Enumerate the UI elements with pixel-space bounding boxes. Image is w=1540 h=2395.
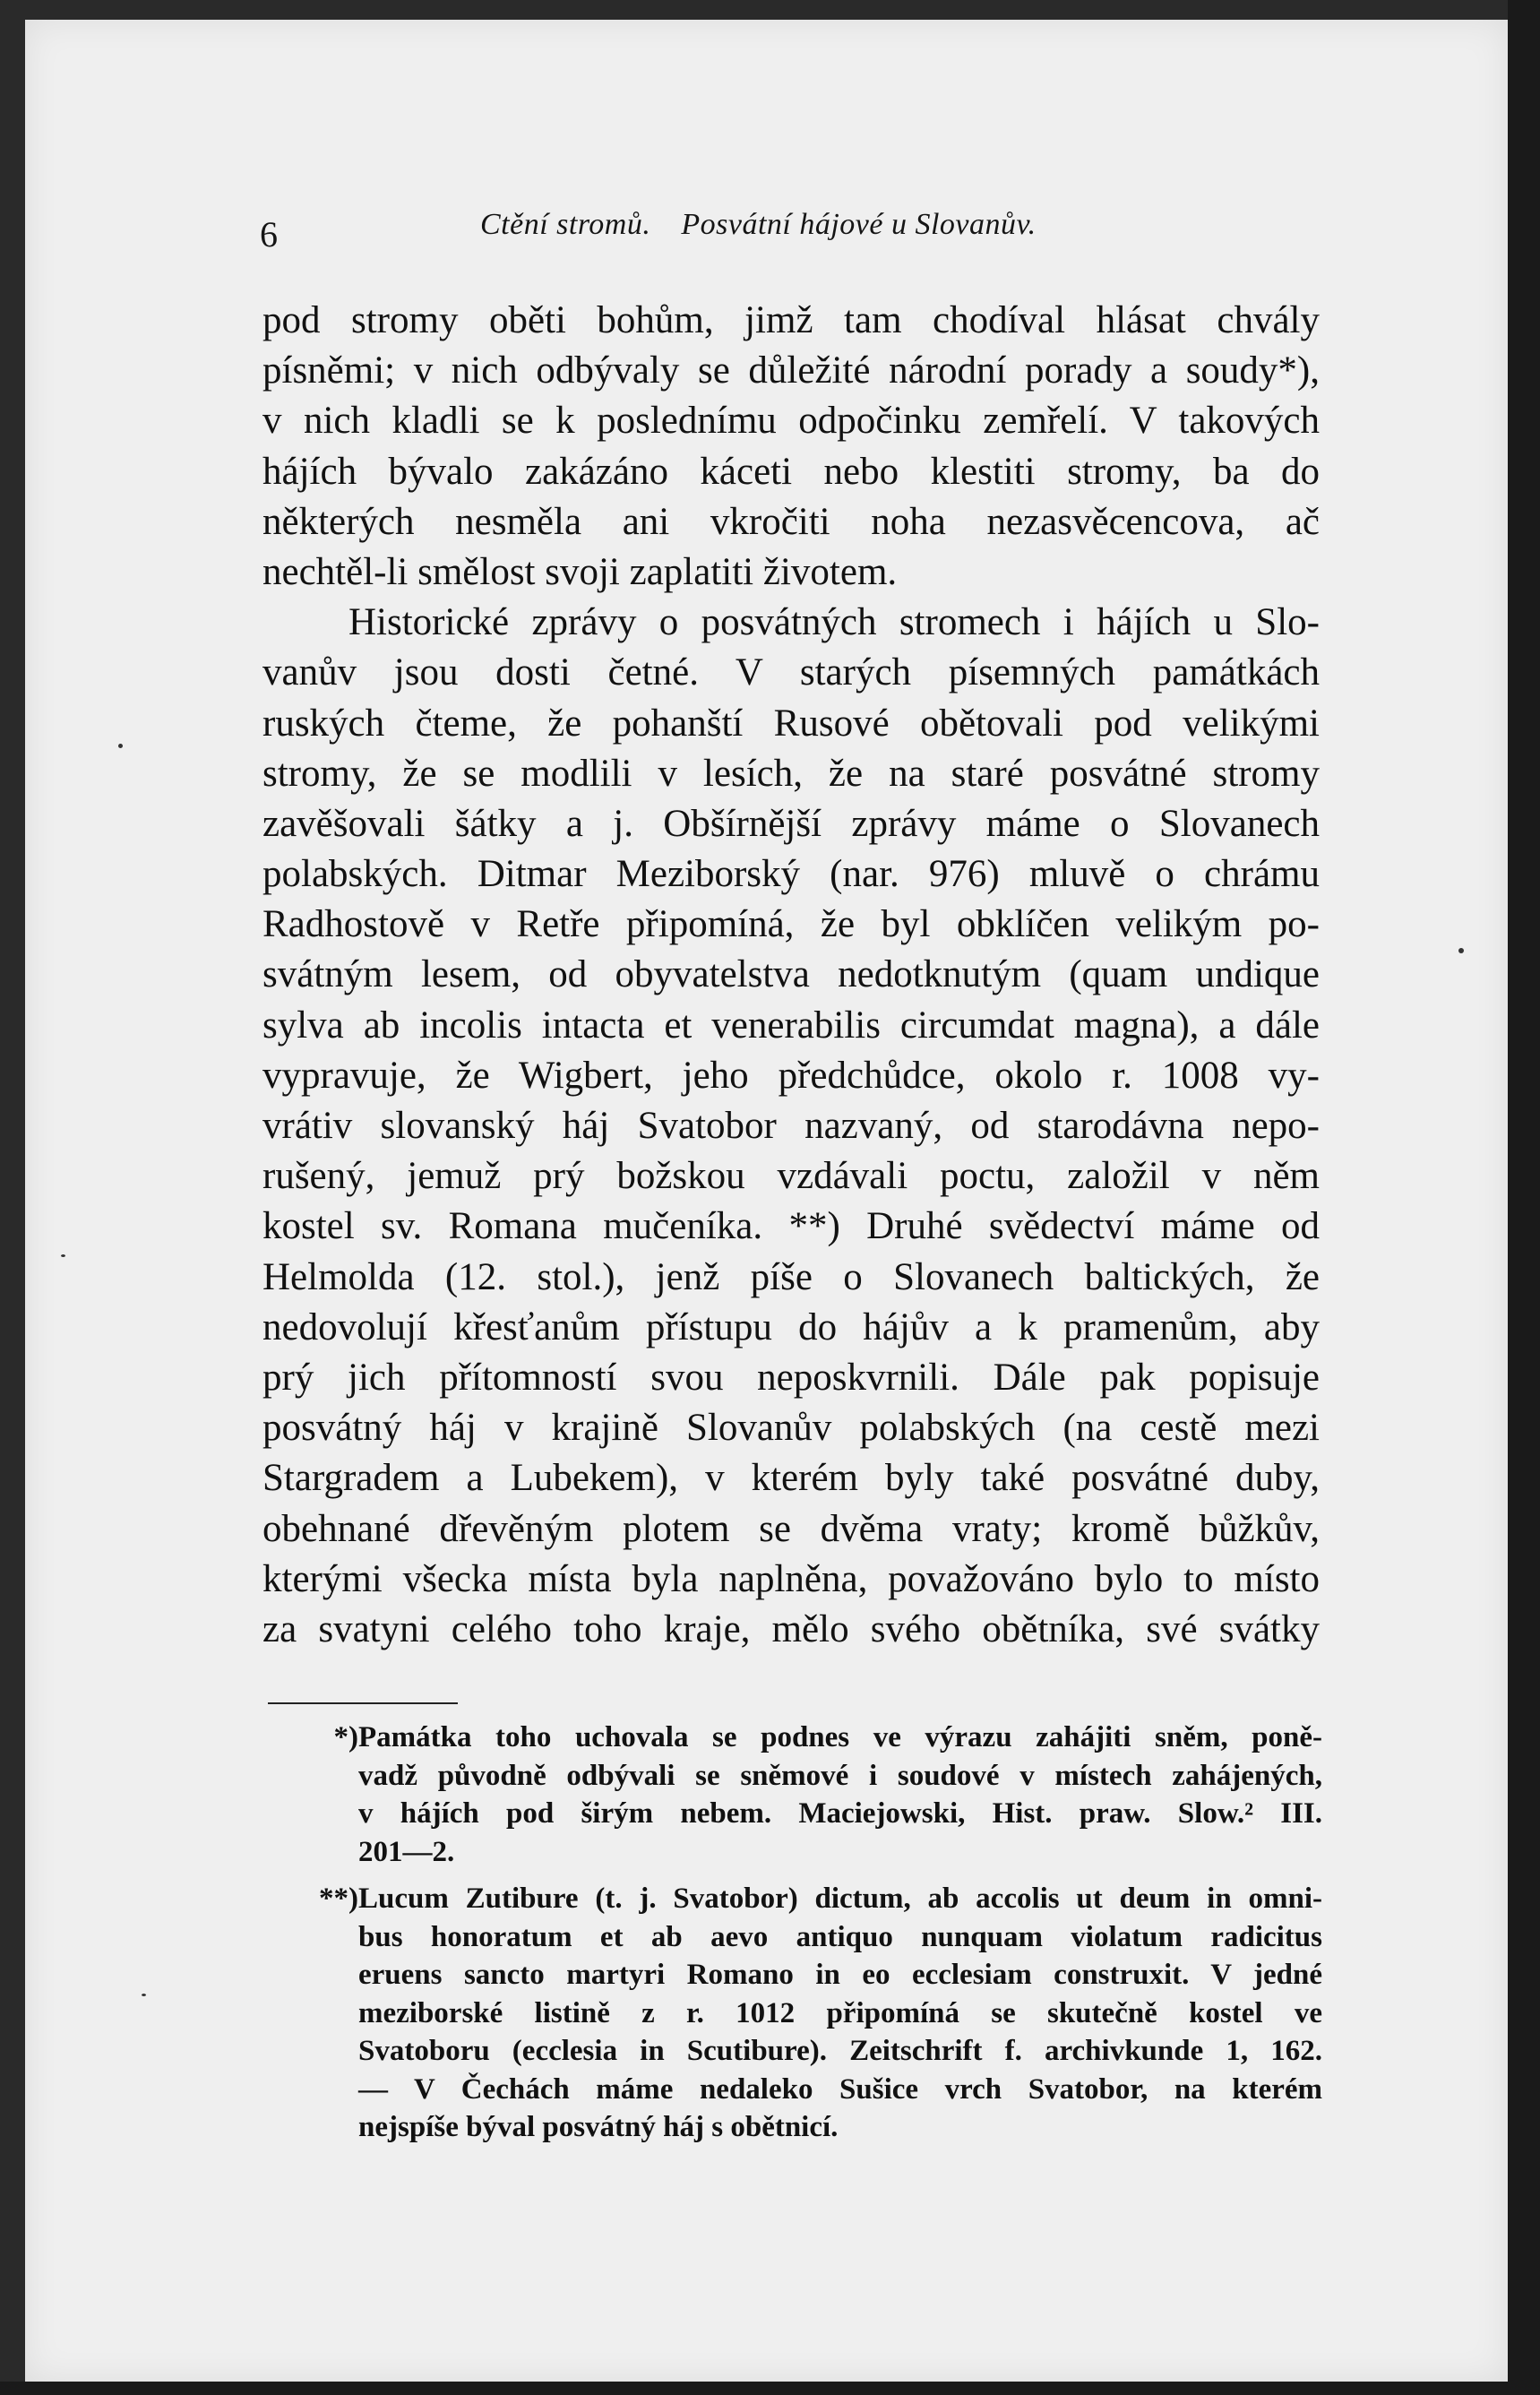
- print-speck: [142, 1994, 146, 1996]
- footnote-1: [305, 1719, 1322, 1871]
- text-line: polabských. Ditmar Meziborský (nar. 976) mluvě o chrámu: [262, 853, 1320, 896]
- page-number: 6: [260, 214, 278, 254]
- footnote-line: v hájích pod širým nebem. Maciejowski, Hist. praw. Slow.² III.: [358, 1797, 1322, 1830]
- footnote-line: vadž původně odbývali se sněmové i soudové v místech zahájených,: [358, 1759, 1322, 1792]
- running-title-right: Posvátní hájové u Slovanův.: [681, 208, 1037, 241]
- text-line: některých nesměla ani vkročiti noha nezasvěcencova, ač: [262, 500, 1320, 543]
- footnote-marker: *): [333, 1721, 358, 1753]
- text-line: stromy, že se modlili v lesích, že na staré posvátné stromy: [262, 752, 1320, 795]
- text-line: prý jich přítomností svou neposkvrnili. Dále pak popisuje: [262, 1356, 1320, 1399]
- text-line: vrátiv slovanský háj Svatobor nazvaný, od starodávna nepo-: [262, 1105, 1320, 1147]
- text-line: Stargradem a Lubekem), v kterém byly také posvátné duby,: [262, 1457, 1320, 1500]
- footnote-line: 201—2.: [358, 1835, 455, 1868]
- text-line: Historické zprávy o posvátných stromech i hájích u Slo-: [348, 601, 1320, 644]
- running-title: [480, 208, 1037, 242]
- text-line: kostel sv. Romana mučeníka. **) Druhé svědectví máme od: [262, 1205, 1320, 1248]
- footnote-2: [305, 1880, 1322, 2147]
- text-line: zavěšovali šátky a j. Obšírnější zprávy máme o Slovanech: [262, 802, 1320, 845]
- footnote-line: nejspíše býval posvátný háj s obětnicí.: [358, 2111, 839, 2143]
- print-speck: [61, 1254, 65, 1257]
- text-line: nedovolují křesťanům přístupu do hájův a k pramenům, aby: [262, 1305, 1320, 1348]
- text-line: hájích bývalo zakázáno káceti nebo klestiti stromy, ba do: [262, 450, 1320, 493]
- page-edge-right: [1508, 0, 1540, 2395]
- text-line: pod stromy oběti bohům, jimž tam chodíval hlásat chvály: [262, 299, 1320, 341]
- text-line: písněmi; v nich odbývaly se důležité národní porady a soudy*),: [262, 349, 1320, 392]
- footnote-line: — V Čechách máme nedaleko Sušice vrch Svatobor, na kterém: [358, 2072, 1322, 2106]
- footnote-marker: **): [319, 1882, 358, 1915]
- footnote-line: Lucum Zutibure (t. j. Svatobor) dictum, ab accolis ut deum in omni-: [358, 1882, 1322, 1915]
- text-line: obehnané dřevěným plotem se dvěma vraty; kromě bůžkův,: [262, 1507, 1320, 1550]
- print-speck: [118, 744, 123, 748]
- footnote-line: Svatoboru (ecclesia in Scutibure). Zeitschrift f. archivkunde 1, 162.: [358, 2035, 1322, 2067]
- footnote-line: Památka toho uchovala se podnes ve výrazu zahájiti sněm, poně-: [358, 1721, 1322, 1753]
- page-header: [260, 208, 1324, 262]
- text-line: vypravuje, že Wigbert, jeho předchůdce, okolo r. 1008 vy-: [262, 1054, 1320, 1097]
- footnote-line: bus honoratum et ab aevo antiquo nunquam violatum radicitus: [358, 1920, 1322, 1953]
- text-line: za svatyni celého toho kraje, mělo svého obětníka, své svátky: [262, 1607, 1320, 1650]
- main-text: [262, 296, 1320, 1655]
- page-edge-bottom: [0, 2382, 1540, 2395]
- text-line: Helmolda (12. stol.), jenž píše o Slovanech baltických, že: [262, 1255, 1320, 1298]
- text-line: rušený, jemuž prý božskou vzdávali poctu, založil v něm: [262, 1155, 1320, 1198]
- text-line: vanův jsou dosti četné. V starých písemných památkách: [262, 651, 1320, 694]
- text-line: kterými všecka místa byla naplněna, považováno bylo to místo: [262, 1557, 1320, 1600]
- text-line: v nich kladli se k poslednímu odpočinku zemřelí. V takových: [262, 400, 1320, 443]
- footnote-line: meziborské listině z r. 1012 připomíná se skutečně kostel ve: [358, 1996, 1322, 2029]
- footnote-line: eruens sancto martyri Romano in eo ecclesiam construxit. V jedné: [358, 1959, 1322, 1991]
- text-line: ruských čteme, že pohanští Rusové obětovali pod velikými: [262, 702, 1320, 745]
- text-line: nechtěl-li smělost svoji zaplatiti životem.: [262, 550, 898, 593]
- text-line: svátným lesem, od obyvatelstva nedotknutým (quam undique: [262, 953, 1320, 996]
- text-line: Radhostově v Retře připomíná, že byl obklíčen velikým po-: [262, 903, 1320, 946]
- footnote-rule: [268, 1702, 458, 1704]
- footnotes: [305, 1719, 1322, 2156]
- print-speck: [1458, 948, 1464, 953]
- text-line: posvátný háj v krajině Slovanův polabských (na cestě mezi: [262, 1407, 1320, 1450]
- text-line: sylva ab incolis intacta et venerabilis circumdat magna), a dále: [262, 1004, 1320, 1047]
- running-title-left: Ctění stromů.: [480, 208, 651, 241]
